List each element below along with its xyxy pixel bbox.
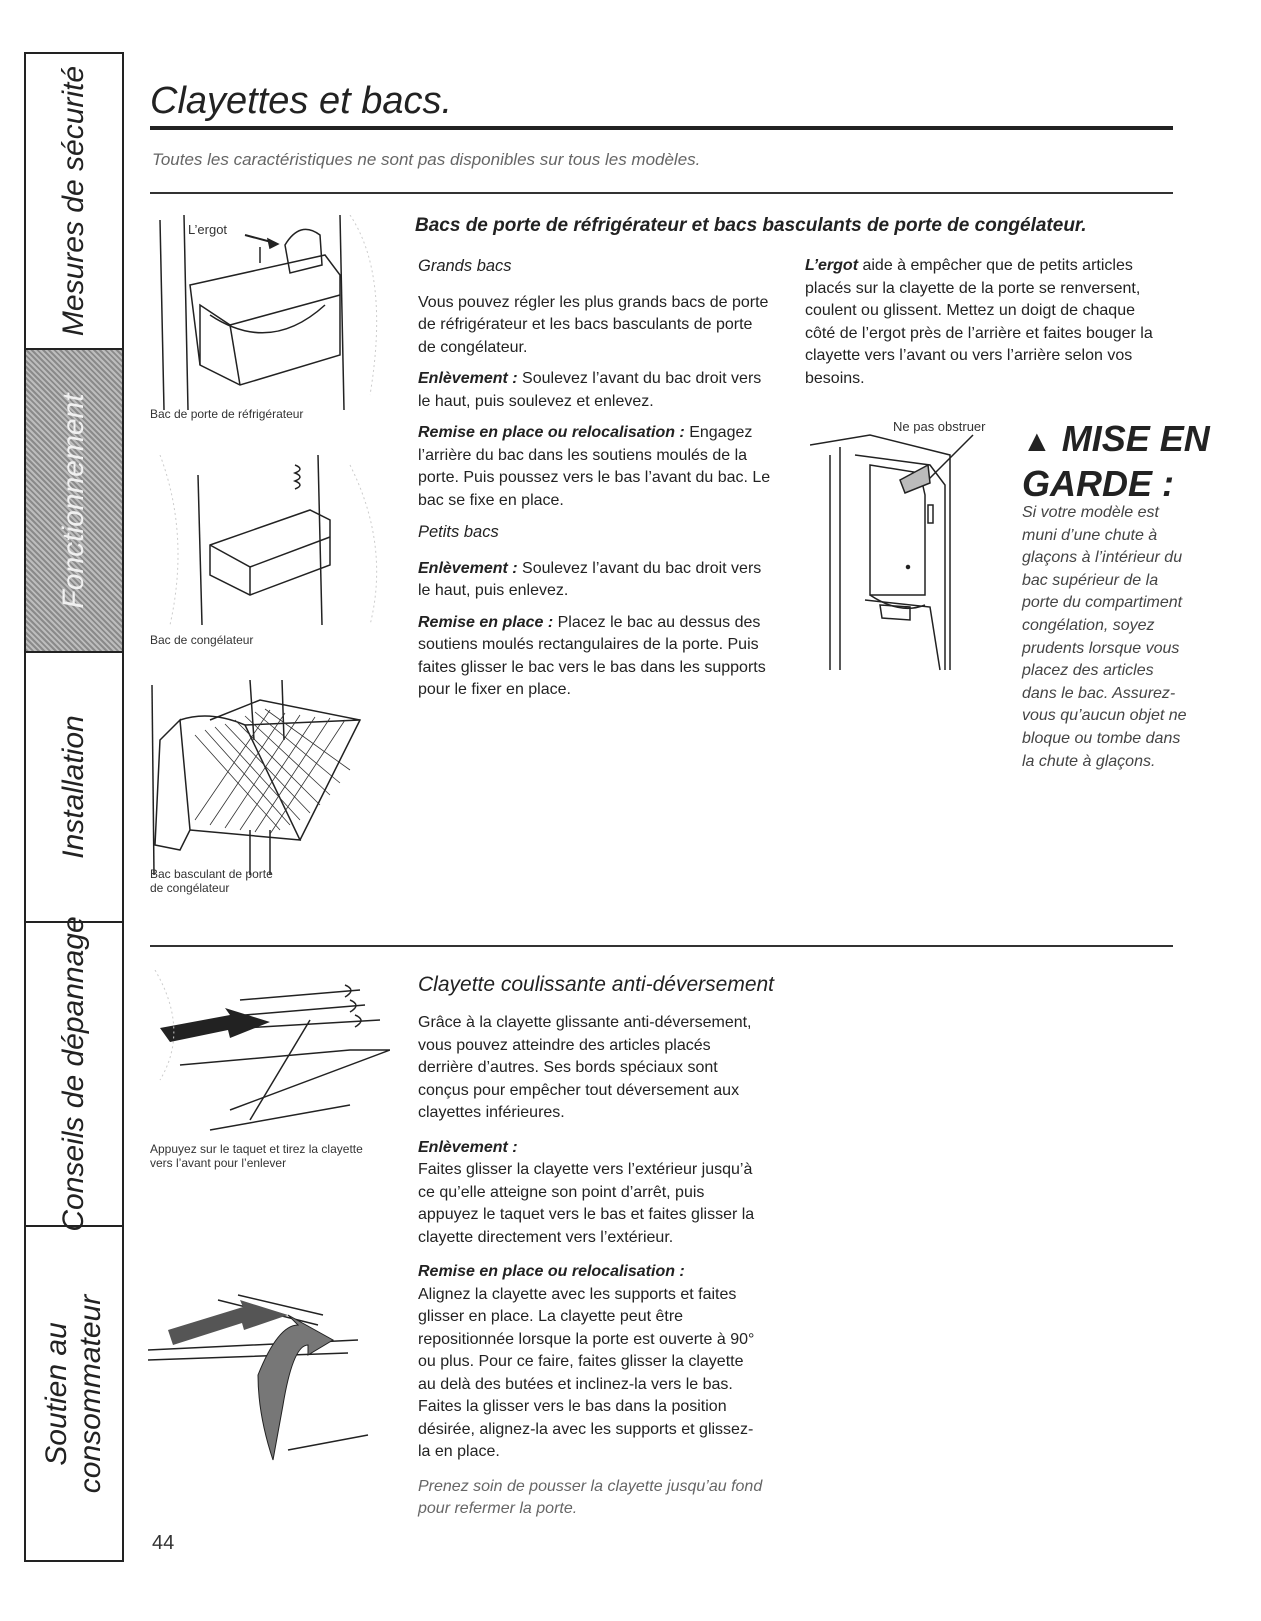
tab-label: Mesures de sécurité <box>57 65 90 337</box>
tab-label: Installation <box>57 715 90 859</box>
removal-label: Enlèvement : <box>418 370 518 387</box>
small-bins-heading: Petits bacs <box>418 523 499 541</box>
spillproof-shelf-tilt-illustration <box>148 1285 388 1475</box>
tab-fonctionnement[interactable] <box>26 350 122 653</box>
page-number: 44 <box>152 1532 175 1554</box>
shelf-removal-label: Enlèvement : <box>418 1138 518 1156</box>
tab-label: Fonctionnement <box>57 392 90 609</box>
warning-body: Si votre modèle est muni d’une chute à glaçons à l’intérieur du bac supérieur de la porte du compartiment congélation, soyez prudents lorsque vous placez des articles dans le bac. Assurez-vous qu’aucun objet ne bloque ou tombe dans la chute à glaçons. <box>1022 504 1187 770</box>
tab-soutien-au-consommateur[interactable] <box>26 1227 122 1560</box>
tilt-freezer-bin-illustration <box>150 680 390 880</box>
replace-label: Remise en place ou relocalisation : <box>418 424 685 441</box>
spillproof-shelf-text <box>418 1012 763 1530</box>
title-rule <box>150 126 1173 130</box>
shelf-note: Prenez soin de pousser la clayette jusqu’au fond pour refermer la porte. <box>418 1477 763 1517</box>
tilt-bin-caption: Bac basculant de porte de congélateur <box>150 867 273 895</box>
replace-text: Placez le bac au dessus des soutiens moulés rectangulaires de la porte. Puis faites glisser le bac vers le bas dans les supports pour le fixer en place. <box>418 613 766 698</box>
section-tabs <box>24 52 124 1562</box>
warning-title-line1: MISE EN <box>1061 418 1210 459</box>
fridge-door-bin-illustration <box>150 215 390 415</box>
large-bins-intro: Vous pouvez régler les plus grands bacs de porte de réfrigérateur et les bacs basculants de porte de congélateur. <box>418 293 769 356</box>
tab-installation[interactable] <box>26 653 122 923</box>
ergot-paragraph <box>805 255 1165 399</box>
removal-text: Soulevez l’avant du bac droit vers le haut, puis enlevez. <box>418 559 762 599</box>
removal-label: Enlèvement : <box>418 559 518 577</box>
section-divider <box>150 945 1173 947</box>
small-bins-removal <box>418 558 773 603</box>
section1-heading: Bacs de porte de réfrigérateur et bacs basculants de porte de congélateur. <box>415 215 1087 236</box>
warning-title-line2: GARDE : <box>1022 463 1174 504</box>
page-subtitle: Toutes les caractéristiques ne sont pas disponibles sur tous les modèles. <box>152 150 701 169</box>
tab-mesures-de-securite[interactable] <box>26 54 122 350</box>
shelf-removal-caption: Appuyez sur le taquet et tirez la clayette vers l’avant pour l’enlever <box>150 1142 363 1170</box>
replace-text: Engagez l’arrière du bac dans les soutiens moulés de la porte. Puis poussez vers le bas l’avant du bac. Le bac se fixe en place. <box>418 424 771 509</box>
section2-heading: Clayette coulissante anti-déversement <box>418 973 775 996</box>
tab-label: Conseils de dépannage <box>57 916 90 1232</box>
small-bins-replace <box>418 612 773 702</box>
large-bins-removal <box>418 368 773 413</box>
shelf-replace-label: Remise en place ou relocalisation : <box>418 1263 685 1280</box>
fridge-bin-caption: Bac de porte de réfrigérateur <box>150 407 304 421</box>
ergot-label: L’ergot <box>805 257 859 274</box>
shelf-removal-text: Faites glisser la clayette vers l’extérieur jusqu’à ce qu’elle atteigne son point d’arrêt, puis appuyez le taquet vers le bas et faites glisser la clayette directement vers l’extérieur. <box>418 1161 755 1246</box>
large-bins-column <box>418 255 773 711</box>
tab-label: Soutien au consommateur <box>40 1294 107 1493</box>
spillproof-shelf-removal-illustration <box>150 970 390 1140</box>
warning-icon: ▲ <box>1022 425 1052 458</box>
large-bins-replace <box>418 422 773 512</box>
ice-chute-door-illustration <box>810 425 1000 675</box>
large-bins-heading: Grands bacs <box>418 257 512 275</box>
removal-text: Soulevez l’avant du bac droit vers le haut, puis soulevez et enlevez. <box>418 370 762 410</box>
replace-label: Remise en place : <box>418 613 554 631</box>
shelf-intro: Grâce à la clayette glissante anti-déversement, vous pouvez atteindre des articles placés derrière d’autres. Ses bords spéciaux sont conçus pour empêcher tout déversement aux clayettes inférieures. <box>418 1014 752 1121</box>
section-divider <box>150 192 1173 194</box>
no-block-callout: Ne pas obstruer <box>893 419 986 434</box>
shelf-replace-text: Alignez la clayette avec les supports et faites glisser en place. La clayette peut être repositionnée lorsque la porte est ouverte à 90° ou plus. Pour ce faire, faites glisser la clayette au delà des butées et inclinez-la vers le bas. Faites la glisser vers le bas dans la position désirée, alignez-la avec les supports et glissez-la en place. <box>418 1285 755 1460</box>
ergot-callout: L’ergot <box>188 222 228 237</box>
freezer-bin-illustration <box>150 455 390 630</box>
ergot-text: aide à empêcher que de petits articles placés sur la clayette de la porte se renversent, coulent ou glissent. Mettez un doigt de chaque côté de l’ergot près de l’arrière et faites bouger la clayette vers l’avant ou vers l’arrière selon vos besoins. <box>805 257 1153 387</box>
tab-conseils-de-depannage[interactable] <box>26 916 122 1232</box>
page-title: Clayettes et bacs. <box>150 80 453 122</box>
freezer-bin-caption: Bac de congélateur <box>150 633 254 647</box>
warning-title <box>1022 418 1210 505</box>
